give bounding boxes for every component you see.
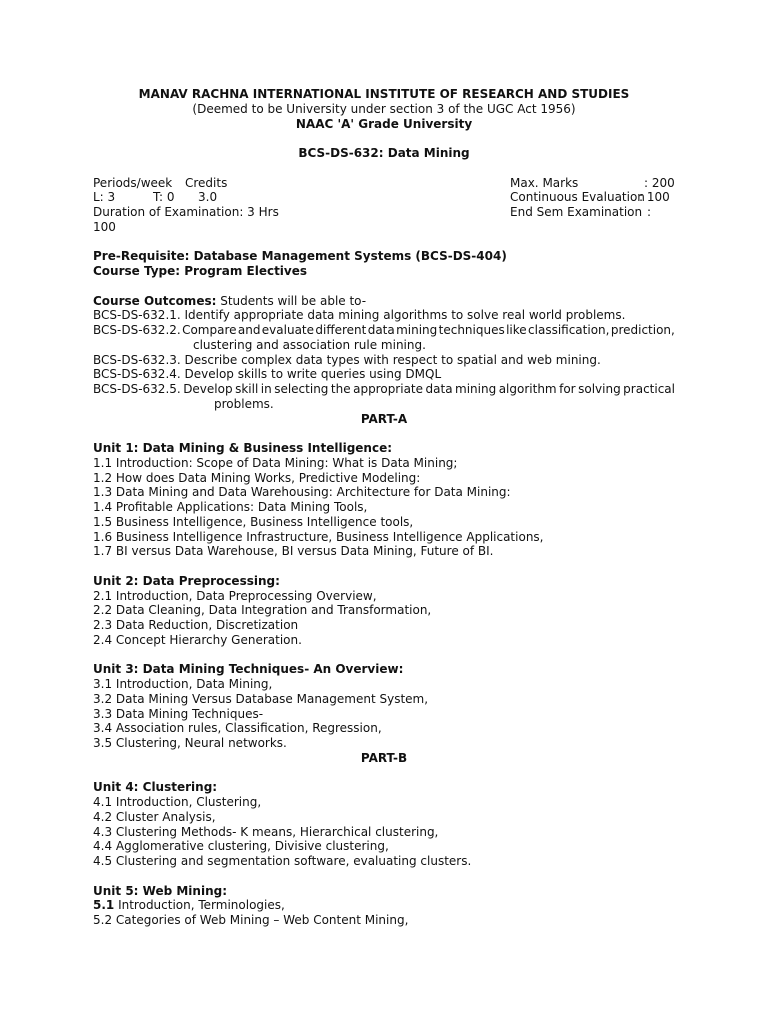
end-sem-colon: : xyxy=(647,205,652,219)
unit-3-item: 3.5 Clustering, Neural networks. xyxy=(93,736,287,750)
outcome-2-word: BCS-DS-632.2. xyxy=(93,323,181,337)
unit-4-item: 4.2 Cluster Analysis, xyxy=(93,809,216,824)
unit-5-title: Unit 5: Web Mining: xyxy=(93,883,227,898)
outcome-2 xyxy=(93,323,675,338)
unit-2-item: 2.1 Introduction, Data Preprocessing Overview, xyxy=(93,588,377,603)
course-title: BCS-DS-632: Data Mining xyxy=(298,146,470,160)
outcome-5-word: for xyxy=(559,382,576,396)
unit-1-item: 1.5 Business Intelligence, Business Intelligence tools, xyxy=(93,514,414,529)
outcome-5-word: solving xyxy=(578,382,621,396)
unit-4-title: Unit 4: Clustering: xyxy=(93,780,218,795)
course-info-row-2 xyxy=(93,190,675,205)
unit-2-title: Unit 2: Data Preprocessing: xyxy=(93,573,280,588)
prerequisite: Pre-Requisite: Database Management Systems (BCS-DS-404) xyxy=(93,249,507,264)
unit-5-item xyxy=(93,898,675,913)
naac-grade: NAAC 'A' Grade University xyxy=(295,116,473,131)
continuous-evaluation-label: Continuous Evaluation xyxy=(510,190,645,205)
unit-3-item: 3.4 Association rules, Classification, Regression, xyxy=(93,721,382,736)
outcome-5-continued: problems. xyxy=(214,396,274,411)
outcomes-intro: Students will be able to- xyxy=(216,293,367,308)
end-sem-value: 100 xyxy=(93,219,116,234)
credits-label: Credits xyxy=(185,175,228,190)
outcome-5-word: Develop xyxy=(183,382,233,396)
unit-1-title: Unit 1: Data Mining & Business Intelligence: xyxy=(93,441,393,455)
outcome-3: BCS-DS-632.3. Describe complex data types with respect to spatial and web mining. xyxy=(93,352,601,367)
syllabus xyxy=(93,87,675,928)
unit-1-item: 1.7 BI versus Data Warehouse, BI versus Data Mining, Future of BI. xyxy=(93,544,494,559)
outcome-2-word: mining xyxy=(396,323,438,337)
outcome-2-word: techniques xyxy=(438,323,505,337)
outcome-5-word: the xyxy=(330,382,351,396)
unit-4-item: 4.4 Agglomerative clustering, Divisive clustering, xyxy=(93,839,389,854)
part-b-heading: PART-B xyxy=(360,750,408,765)
outcome-5-word: in xyxy=(260,382,272,396)
unit-3-item: 3.1 Introduction, Data Mining, xyxy=(93,677,273,691)
unit-4-item: 4.3 Clustering Methods- K means, Hierarchical clustering, xyxy=(93,824,439,839)
outcome-2-word: prediction, xyxy=(610,323,675,337)
outcome-5-word: appropriate xyxy=(353,382,424,396)
tutorial-hours: T: 0 xyxy=(153,190,175,205)
continuous-evaluation-value: : 100 xyxy=(639,190,670,205)
unit-1-item: 1.1 Introduction: Scope of Data Mining: What is Data Mining; xyxy=(93,455,458,470)
part-a-heading: PART-A xyxy=(360,411,408,426)
unit-4-item: 4.5 Clustering and segmentation software, evaluating clusters. xyxy=(93,854,472,868)
unit-5-item: 5.2 Categories of Web Mining – Web Content Mining, xyxy=(93,913,409,927)
outcome-2-word: like xyxy=(506,323,527,337)
outcome-2-word: different xyxy=(315,323,367,337)
outcome-2-word: data xyxy=(367,323,395,337)
outcome-5-word: skill xyxy=(235,382,259,396)
outcome-2-word: and xyxy=(237,323,261,337)
outcome-5-word: mining xyxy=(455,382,497,396)
unit-3-title: Unit 3: Data Mining Techniques- An Overview: xyxy=(93,662,404,677)
course-outcomes-heading xyxy=(93,294,675,309)
outcome-5 xyxy=(93,382,675,397)
outcome-2-word: Compare xyxy=(182,323,237,337)
unit-1-item: 1.6 Business Intelligence Infrastructure, Business Intelligence Applications, xyxy=(93,529,544,544)
credits-value: 3.0 xyxy=(198,190,218,205)
institute-name: MANAV RACHNA INTERNATIONAL INSTITUTE OF RESEARCH AND STUDIES xyxy=(138,87,630,101)
unit-1-item: 1.3 Data Mining and Data Warehousing: Architecture for Data Mining: xyxy=(93,485,511,500)
unit-4-item: 4.1 Introduction, Clustering, xyxy=(93,795,262,809)
outcome-4: BCS-DS-632.4. Develop skills to write queries using DMQL xyxy=(93,367,442,382)
unit-2-item: 2.3 Data Reduction, Discretization xyxy=(93,618,299,632)
unit-1-item: 1.4 Profitable Applications: Data Mining Tools, xyxy=(93,500,368,514)
unit-3-item: 3.3 Data Mining Techniques- xyxy=(93,706,264,721)
unit-2-item: 2.4 Concept Hierarchy Generation. xyxy=(93,632,302,647)
outcomes-label: Course Outcomes: xyxy=(93,293,217,308)
outcome-5-word: BCS-DS-632.5. xyxy=(93,382,181,396)
unit-5-item-text: Introduction, Terminologies, xyxy=(114,898,285,913)
course-info-row-1 xyxy=(93,176,675,191)
outcome-1: BCS-DS-632.1. Identify appropriate data mining algorithms to solve real world problems. xyxy=(93,308,626,323)
periods-label: Periods/week xyxy=(93,175,173,190)
end-sem-label: End Sem Examination xyxy=(510,205,643,219)
course-info-row-3 xyxy=(93,205,675,220)
unit-5-item-number: 5.1 xyxy=(93,898,115,913)
unit-2-item: 2.2 Data Cleaning, Data Integration and Transformation, xyxy=(93,603,432,618)
course-type: Course Type: Program Electives xyxy=(93,264,308,278)
outcome-5-word: selecting xyxy=(274,382,329,396)
lecture-hours: L: 3 xyxy=(93,190,116,205)
deemed-university-note: (Deemed to be University under section 3 of the UGC Act 1956) xyxy=(192,101,576,116)
unit-3-item: 3.2 Data Mining Versus Database Management System, xyxy=(93,691,429,706)
exam-duration: Duration of Examination: 3 Hrs xyxy=(93,205,279,219)
outcome-5-word: algorithm xyxy=(498,382,557,396)
max-marks-label: Max. Marks xyxy=(510,175,579,190)
outcome-2-word: evaluate xyxy=(261,323,315,337)
outcome-2-continued: clustering and association rule mining. xyxy=(193,337,426,352)
max-marks-value: : 200 xyxy=(644,175,675,190)
unit-1-item: 1.2 How does Data Mining Works, Predictive Modeling: xyxy=(93,470,421,485)
outcome-2-word: classification, xyxy=(528,323,610,337)
outcome-5-word: data xyxy=(425,382,453,396)
outcome-5-word: practical xyxy=(623,382,675,396)
